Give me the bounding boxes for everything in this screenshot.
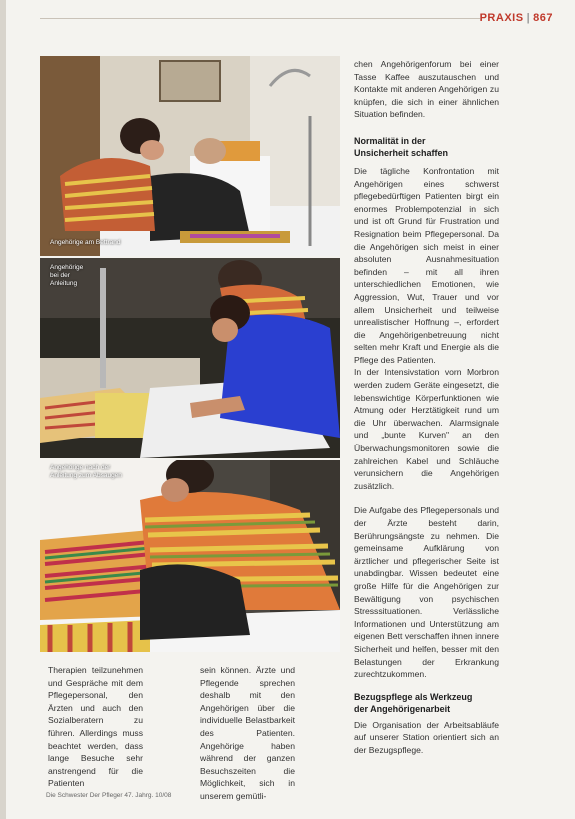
bottom-paragraph-2: sein können. Ärzte und Pflegende sprechen deshalb mit den Angehörigen über die individuelle Belastbarkeit des Patienten. Angehörige haben während der ganzen Besuchszeiten die Möglichkeit, sich in unserem gemütli- (200, 665, 295, 801)
photo-relative-after-guidance (40, 460, 340, 652)
right-paragraph-2: In der Intensivstation vorn Morbron werden zudem Geräte eingesetzt, die lebenswichtige Körperfunktionen wie Atmung oder Herztätigkeit rund um die Uhr überwachen. Alarmsignale und „bunte Kurven" an den Überwachungsmonitoren sowie die zahlreichen Kabel und Schläuche verunsichern die Angehörigen zusätzlich. (354, 367, 499, 491)
right-paragraph-4: Die Organisation der Arbeitsabläufe auf unserer Station orientiert sich an der Bezugspflege. (354, 719, 499, 755)
photo-relative-guidance (40, 258, 340, 458)
heading-bezugspflege-2: der Angehörigenarbeit (354, 703, 451, 714)
right-intro-paragraph: chen Angehörigenforum bei einer Tasse Kaffee auszutauschen und Kontakte mit anderen Angehörigen zu knüpfen, die sich in einer ähnlichen Situation befinden. (354, 59, 499, 120)
caption-photo-3: Angehörige nach der Anleitung zum Absaugen (50, 464, 122, 479)
page-number: 867 (533, 12, 553, 24)
section-label: PRAXIS (479, 12, 524, 24)
page-edge (0, 0, 6, 819)
photo-relative-at-bedside (40, 56, 340, 256)
header-rule (40, 18, 480, 19)
right-column (354, 58, 499, 757)
bottom-column-2 (200, 664, 295, 803)
right-paragraph-3: Die Aufgabe des Pflegepersonals und der Ärzte besteht darin, Berührungsängste zu nehmen. Die gemeinsame Aufklärung von ärztlicher und pflegerischer Seite ist unabdingbar. Wissen bedeutet eine große Hilfe für die Angehörigen zur Bewältigung von psychischen Stresssituationen. Verlässliche Informationen und Unterstützung am eigenen Bett verschaffen ihnen innere Sicherheit und helfen, besser mit den Belastungen der Erkrankung zurechtzukommen. (354, 505, 499, 680)
bottom-paragraph-1: Therapien teilzunehmen und Gespräche mit dem Pflegepersonal, den Ärzten und auch den Sozialberatern zu führen. Allerdings muss beachtet werden, dass lange Besuche sehr anstrengend für die Patienten (48, 665, 143, 789)
footer-journal: Die Schwester Der Pfleger 47. Jahrg. 10/08 (46, 792, 172, 799)
heading-bezugspflege-1: Bezugspflege als Werkzeug (354, 691, 473, 702)
caption-photo-1: Angehörige am Bettrand (50, 239, 121, 246)
heading-normality-1: Normalität in der (354, 135, 426, 146)
heading-normality-2: Unsicherheit schaffen (354, 147, 449, 158)
right-paragraph-1: Die tägliche Konfrontation mit Angehörigen eines schwerst pflegebedürftigen Patienten birgt ein enormes Problempotenzial in sich und ist oft Grund für Frustration und Resignation beim Pflegepersonal. Da die Angehörigen sich meist in einer absoluten Ausnahmesituation befinden – mit all ihren unterschiedlichen Emotionen, wie Aggression, Wut, Trauer und vor allem Unsicherheit und teilweise unrealistischer Hoffnung –, erfordert die Angehörigenbetreuung nicht selten mehr Kraft und Energie als die Pflege des Patienten. (354, 165, 499, 365)
page-header: PRAXIS | 867 (479, 12, 553, 24)
caption-photo-2: Angehörige bei der Anleitung (50, 264, 84, 287)
bottom-column-1 (48, 664, 143, 790)
